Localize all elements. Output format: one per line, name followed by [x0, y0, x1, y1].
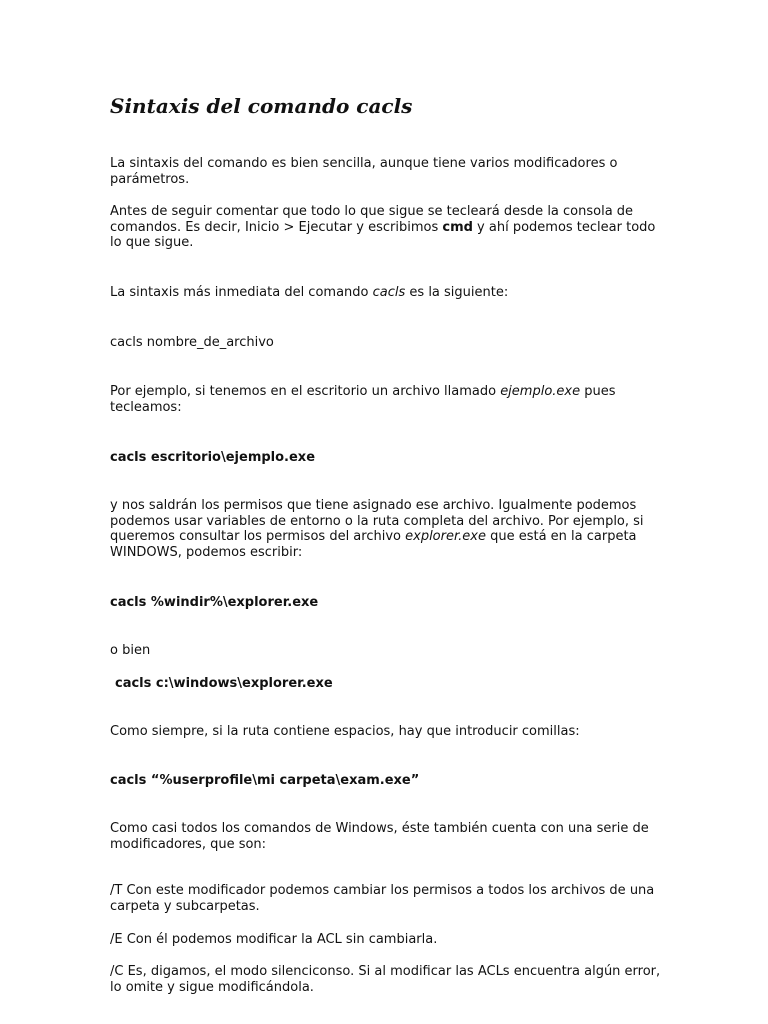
syntax-example-text: cacls nombre_de_archivo — [110, 335, 274, 350]
paragraph-intro — [110, 156, 670, 187]
modifier-e-text: /E Con él podemos modificar la ACL sin cambiarla. — [110, 932, 438, 947]
paragraph-permissions-text-a: y nos saldrán los permisos que tiene asignado ese archivo. Igualmente podemos podemos usar variables de entorno o la ruta completa del archivo. Por ejemplo, si queremos consultar los permisos del archivo — [110, 498, 644, 544]
paragraph-console-text-a: Antes de seguir comentar que todo lo que sigue se tecleará desde la consola de comandos. Es decir, Inicio > Ejecutar y escribimos — [110, 204, 634, 235]
paragraph-console — [110, 204, 670, 251]
explorer-exe-italic: explorer.exe — [405, 529, 486, 544]
cacls-italic: cacls — [372, 285, 406, 300]
syntax-example — [110, 335, 670, 351]
paragraph-intro-text: La sintaxis del comando es bien sencilla, aunque tiene varios modificadores o parámetros. — [110, 156, 618, 187]
command-line-2: cacls %windir%\explorer.exe — [110, 595, 319, 610]
paragraph-modifiers — [110, 821, 670, 852]
modifier-c-text: /C Es, digamos, el modo silenciconso. Si al modificar las ACLs encuentra algún error, lo omite y sigue modificándola. — [110, 964, 661, 995]
cmd-keyword: cmd — [442, 219, 473, 235]
paragraph-permissions-text-c: que está en la carpeta WINDOWS, podemos escribir: — [110, 529, 637, 560]
command-line-1: cacls escritorio\ejemplo.exe — [110, 450, 316, 465]
paragraph-syntax-text-c: es la siguiente: — [405, 285, 509, 300]
paragraph-o-bien — [110, 643, 670, 659]
command-line-4: cacls “%userprofile\mi carpeta\exam.exe” — [110, 773, 420, 788]
paragraph-example-text-a: Por ejemplo, si tenemos en el escritorio un archivo llamado — [110, 384, 501, 399]
modifier-e — [110, 932, 670, 948]
paragraph-quotes-text: Como siempre, si la ruta contiene espacios, hay que introducir comillas: — [110, 724, 580, 739]
ejemplo-exe-italic: ejemplo.exe — [500, 384, 581, 399]
paragraph-permissions — [110, 498, 670, 560]
modifier-t — [110, 883, 670, 914]
modifier-c — [110, 964, 670, 995]
modifier-t-text: /T Con este modificador podemos cambiar los permisos a todos los archivos de una carpeta y subcarpetas. — [110, 883, 655, 914]
paragraph-quotes — [110, 724, 670, 740]
paragraph-syntax-text-a: La sintaxis más inmediata del comando — [110, 285, 373, 300]
paragraph-o-bien-text: o bien — [110, 643, 151, 658]
paragraph-example — [110, 384, 670, 415]
command-line-3: cacls c:\windows\explorer.exe — [115, 676, 333, 691]
paragraph-modifiers-text: Como casi todos los comandos de Windows, éste también cuenta con una serie de modificadores, que son: — [110, 821, 649, 852]
page-title: Sintaxis del comando cacls — [110, 94, 413, 118]
paragraph-syntax — [110, 285, 670, 301]
paragraph-console-text-c: y ahí podemos teclear todo lo que sigue. — [110, 219, 656, 250]
paragraph-example-text-c: pues tecleamos: — [110, 384, 616, 415]
